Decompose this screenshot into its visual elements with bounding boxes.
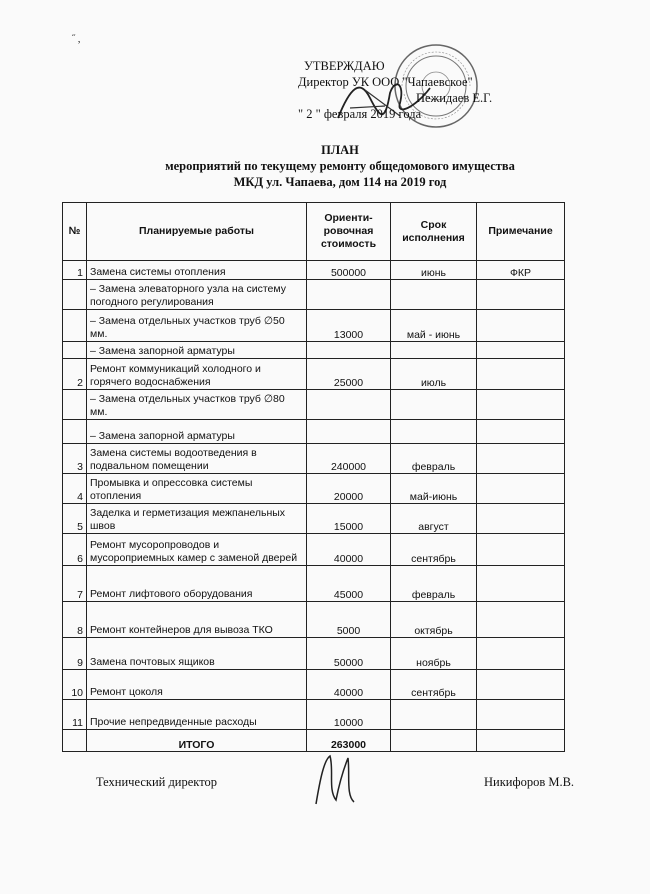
- approval-line-2: Директор УК ООО "Чапаевское": [298, 75, 473, 89]
- row-note: [477, 474, 565, 504]
- row-term: сентябрь: [391, 534, 477, 566]
- row-work: – Замена элеваторного узла на систему погодного регулирования: [87, 280, 307, 310]
- header-term: Срок исполнения: [391, 203, 477, 261]
- row-num: [63, 390, 87, 420]
- row-num: 3: [63, 444, 87, 474]
- row-note: [477, 420, 565, 444]
- row-term: [391, 390, 477, 420]
- row-num: 9: [63, 638, 87, 670]
- row-term: май-июнь: [391, 474, 477, 504]
- row-cost: 50000: [307, 638, 391, 670]
- row-num: 4: [63, 474, 87, 504]
- row-note: ФКР: [477, 261, 565, 280]
- row-cost: 240000: [307, 444, 391, 474]
- table-row: [63, 390, 565, 420]
- table-row: [63, 280, 565, 310]
- row-work: Ремонт контейнеров для вывоза ТКО: [87, 602, 307, 638]
- technical-director-signature: [310, 750, 360, 810]
- row-term: октябрь: [391, 602, 477, 638]
- header-num: №: [63, 203, 87, 261]
- row-work: Замена системы водоотведения в подвальном помещении: [87, 444, 307, 474]
- header-note: Примечание: [477, 203, 565, 261]
- row-note: [477, 280, 565, 310]
- row-cost: 25000: [307, 359, 391, 390]
- table-row: [63, 638, 565, 670]
- scan-marks: ˝ ,: [72, 34, 81, 45]
- table-row: [63, 444, 565, 474]
- table-row: [63, 700, 565, 730]
- row-num: 6: [63, 534, 87, 566]
- row-term: июнь: [391, 261, 477, 280]
- total-num: [63, 730, 87, 752]
- row-work: Ремонт лифтового оборудования: [87, 566, 307, 602]
- row-cost: 45000: [307, 566, 391, 602]
- row-term: [391, 280, 477, 310]
- row-num: [63, 420, 87, 444]
- approval-line-3: Пежидаев Е.Г.: [416, 91, 493, 105]
- row-note: [477, 670, 565, 700]
- total-note: [477, 730, 565, 752]
- row-term: февраль: [391, 444, 477, 474]
- row-note: [477, 444, 565, 474]
- row-num: 2: [63, 359, 87, 390]
- row-work: Ремонт цоколя: [87, 670, 307, 700]
- header-work: Планируемые работы: [87, 203, 307, 261]
- row-num: 1: [63, 261, 87, 280]
- row-term: [391, 700, 477, 730]
- table-row: [63, 534, 565, 566]
- row-note: [477, 359, 565, 390]
- row-work: Замена почтовых ящиков: [87, 638, 307, 670]
- approval-line-1: УТВЕРЖДАЮ: [304, 59, 385, 73]
- row-cost: 40000: [307, 670, 391, 700]
- row-num: 11: [63, 700, 87, 730]
- row-work: Промывка и опрессовка системы отопления: [87, 474, 307, 504]
- row-term: [391, 342, 477, 359]
- row-work: – Замена отдельных участков труб ∅50 мм.: [87, 310, 307, 342]
- row-num: [63, 280, 87, 310]
- total-row: [63, 730, 565, 752]
- title-line-2: мероприятий по текущему ремонту общедомового имущества: [165, 159, 515, 173]
- row-note: [477, 700, 565, 730]
- table-row: [63, 670, 565, 700]
- row-term: июль: [391, 359, 477, 390]
- row-cost: [307, 420, 391, 444]
- row-term: ноябрь: [391, 638, 477, 670]
- row-cost: 15000: [307, 504, 391, 534]
- total-label: ИТОГО: [87, 730, 307, 752]
- footer-name: Никифоров М.В.: [484, 775, 575, 789]
- footer-position: Технический директор: [96, 775, 217, 789]
- row-work: – Замена запорной арматуры: [87, 420, 307, 444]
- row-work: Заделка и герметизация межпанельных швов: [87, 504, 307, 534]
- row-note: [477, 566, 565, 602]
- table-row: [63, 310, 565, 342]
- row-note: [477, 390, 565, 420]
- row-note: [477, 638, 565, 670]
- row-cost: 500000: [307, 261, 391, 280]
- row-work: – Замена отдельных участков труб ∅80 мм.: [87, 390, 307, 420]
- title-main: ПЛАН: [321, 143, 359, 157]
- row-work: – Замена запорной арматуры: [87, 342, 307, 359]
- row-cost: 5000: [307, 602, 391, 638]
- row-term: февраль: [391, 566, 477, 602]
- row-term: май - июнь: [391, 310, 477, 342]
- table-row: [63, 342, 565, 359]
- row-num: [63, 342, 87, 359]
- row-term: [391, 420, 477, 444]
- plan-table: [62, 202, 565, 752]
- table-row: [63, 359, 565, 390]
- row-cost: [307, 280, 391, 310]
- row-work: Ремонт коммуникаций холодного и горячего водоснабжения: [87, 359, 307, 390]
- row-cost: 20000: [307, 474, 391, 504]
- row-cost: 40000: [307, 534, 391, 566]
- table-row: [63, 420, 565, 444]
- row-work: Прочие непредвиденные расходы: [87, 700, 307, 730]
- row-num: 5: [63, 504, 87, 534]
- row-num: 7: [63, 566, 87, 602]
- row-note: [477, 504, 565, 534]
- table-row: [63, 566, 565, 602]
- row-work: Ремонт мусоропроводов и мусороприемных камер с заменой дверей: [87, 534, 307, 566]
- row-cost: 13000: [307, 310, 391, 342]
- total-term: [391, 730, 477, 752]
- row-cost: 10000: [307, 700, 391, 730]
- row-note: [477, 534, 565, 566]
- row-note: [477, 342, 565, 359]
- row-num: 8: [63, 602, 87, 638]
- table-row: [63, 261, 565, 280]
- approval-block: [298, 58, 528, 122]
- row-term: август: [391, 504, 477, 534]
- document-title: [60, 142, 620, 190]
- row-num: [63, 310, 87, 342]
- approval-line-4: " 2 " февраля 2019 года: [298, 107, 422, 121]
- row-note: [477, 310, 565, 342]
- row-term: сентябрь: [391, 670, 477, 700]
- row-work: Замена системы отопления: [87, 261, 307, 280]
- row-cost: [307, 342, 391, 359]
- header-cost: Ориенти-ровочная стоимость: [307, 203, 391, 261]
- table-row: [63, 504, 565, 534]
- total-cost: 263000: [307, 730, 391, 752]
- table-row: [63, 602, 565, 638]
- title-line-3: МКД ул. Чапаева, дом 114 на 2019 год: [233, 175, 447, 189]
- row-cost: [307, 390, 391, 420]
- row-num: 10: [63, 670, 87, 700]
- row-note: [477, 602, 565, 638]
- table-row: [63, 474, 565, 504]
